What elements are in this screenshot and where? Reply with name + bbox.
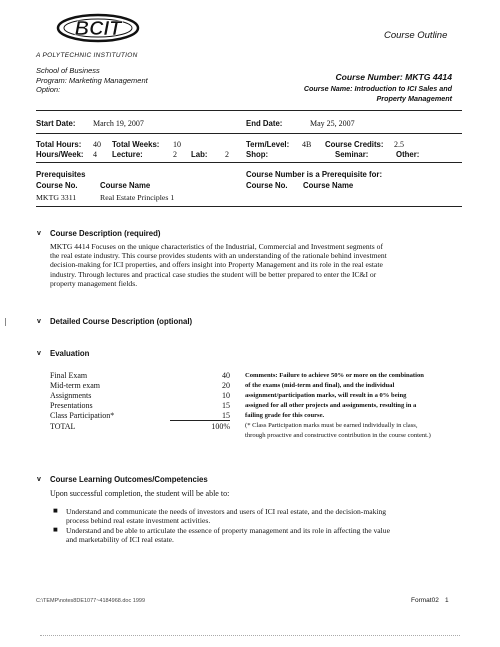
evaluation-heading: Evaluation (50, 349, 90, 358)
evaluation-row-value: 15 (222, 411, 230, 420)
evaluation-row (50, 381, 230, 390)
scan-mark (5, 318, 6, 326)
lab-value: 2 (225, 150, 229, 159)
bcit-logo (55, 12, 141, 44)
outcome-line: Understand and be able to articulate the essence of property management and its role in affecting the value (66, 526, 390, 535)
svg-text:BCIT: BCIT (74, 18, 122, 40)
tagline: A POLYTECHNIC INSTITUTION (36, 52, 138, 59)
evaluation-total-row (50, 422, 230, 431)
bullet-icon: ■ (53, 506, 58, 515)
description-line: industry. Through lectures and practical case studies the student will be better prepared to enter the IC&I or (50, 269, 377, 279)
course-name-line2: Property Management (376, 94, 452, 103)
total-hours-value: 40 (93, 140, 101, 149)
outcome-item (66, 526, 390, 544)
outcomes-heading: Course Learning Outcomes/Competencies (50, 475, 208, 484)
bullet-icon: ■ (53, 525, 58, 534)
evaluation-row-value: 20 (222, 381, 230, 390)
prereq-col-course-no: Course No. (36, 181, 78, 190)
comment-line: assigned for all other projects and assignments, resulting in a (245, 402, 417, 409)
prereq-for-heading: Course Number is a Prerequisite for: (246, 170, 383, 179)
evaluation-row-label: Class Participation* (50, 411, 115, 420)
evaluation-comments (245, 371, 431, 441)
comment-line: through proactive and constructive contribution in the course content.) (245, 432, 431, 439)
page-title: Course Outline (384, 30, 448, 41)
evaluation-row-label: Assignments (50, 391, 92, 400)
start-date-value: March 19, 2007 (93, 119, 144, 128)
lecture-label: Lecture: (112, 150, 143, 159)
evaluation-row (50, 401, 230, 410)
option: Option: (36, 85, 61, 94)
detailed-description-heading: Detailed Course Description (optional) (50, 317, 193, 326)
term-level-value: 4B (302, 140, 312, 149)
start-date-label: Start Date: (36, 119, 76, 128)
course-credits-value: 2.5 (394, 140, 404, 149)
divider (36, 162, 462, 163)
outcomes-intro: Upon successful completion, the student will be able to: (50, 489, 230, 498)
form-id: Format02 (411, 597, 439, 604)
evaluation-row-label: TOTAL (50, 422, 76, 431)
evaluation-row (50, 411, 230, 420)
other-label: Other: (396, 150, 420, 159)
comment-line: of the exams (mid-term and final), and the individual (245, 382, 395, 389)
description-line: decision-making for ICI properties, and offers insight into Property Management and its role in the real estate (50, 260, 383, 270)
evaluation-row-value: 10 (222, 391, 230, 400)
prereq-for-col-course-no: Course No. (246, 181, 288, 190)
page-number: 1 (445, 597, 449, 604)
outcome-line: process behind real estate investment activities. (66, 516, 211, 526)
evaluation-row (50, 391, 230, 400)
evaluation-row-value: 40 (222, 371, 230, 380)
total-weeks-value: 10 (173, 140, 181, 149)
prereq-for-col-course-name: Course Name (303, 181, 354, 190)
prerequisites-heading: Prerequisites (36, 170, 86, 179)
shop-label: Shop: (246, 150, 269, 159)
evaluation-row-value: 15 (222, 401, 230, 410)
comment-line: failing grade for this course. (245, 412, 325, 419)
evaluation-row (50, 371, 230, 380)
seminar-label: Seminar: (335, 150, 369, 159)
evaluation-row-label: Final Exam (50, 371, 88, 380)
course-number: Course Number: MKTG 4414 (335, 72, 452, 82)
total-rule (170, 420, 230, 421)
prereq-col-course-name: Course Name (100, 181, 151, 190)
section-marker: v (37, 230, 41, 237)
divider (36, 110, 462, 111)
prereq-row-course-no: MKTG 3311 (36, 193, 77, 202)
section-marker: v (37, 318, 41, 325)
end-date-label: End Date: (246, 119, 283, 128)
program: Program: Marketing Management (36, 76, 148, 85)
lecture-value: 2 (173, 150, 177, 159)
evaluation-row-value: 100% (211, 422, 230, 431)
hours-week-label: Hours/Week: (36, 150, 84, 159)
prereq-row-course-name: Real Estate Principles 1 (100, 193, 175, 202)
comment-line: Comments: Failure to achieve 50% or more on the combination (245, 372, 424, 379)
divider (36, 133, 462, 134)
end-date-value: May 25, 2007 (310, 119, 355, 128)
evaluation-row-label: Presentations (50, 401, 93, 410)
scan-edge (40, 635, 460, 636)
outcome-line: and marketability of ICI real estate. (66, 535, 174, 545)
course-description-heading: Course Description (required) (50, 229, 161, 238)
total-hours-label: Total Hours: (36, 140, 82, 149)
total-weeks-label: Total Weeks: (112, 140, 160, 149)
divider (36, 206, 462, 207)
lab-label: Lab: (191, 150, 208, 159)
description-line: the real estate industry. This course provides students with an understanding of the rationale behind investment (50, 251, 387, 261)
course-name-line1: Course Name: Introduction to ICI Sales and (303, 84, 452, 93)
evaluation-row-label: Mid-term exam (50, 381, 100, 390)
description-line: property management fields. (50, 278, 138, 288)
course-credits-label: Course Credits: (325, 140, 384, 149)
comment-line: (* Class Participation marks must be earned individually in class, (245, 422, 418, 429)
term-level-label: Term/Level: (246, 140, 290, 149)
outcome-line: Understand and communicate the needs of investors and users of ICI real estate, and the decision-making (66, 507, 387, 516)
description-line: MKTG 4414 Focuses on the unique characteristics of the Industrial, Commercial and Investment segments of (50, 242, 383, 251)
hours-week-value: 4 (93, 150, 97, 159)
file-path: C:\TEMP\notes8DE1077~4184968.doc 1999 (36, 598, 146, 604)
section-marker: v (37, 350, 41, 357)
section-marker: v (37, 476, 41, 483)
course-description-text (50, 242, 387, 288)
outcome-item (66, 507, 386, 525)
school: School of Business (36, 66, 100, 75)
comment-line: assignment/participation marks, will result in a 0% being (245, 392, 407, 399)
